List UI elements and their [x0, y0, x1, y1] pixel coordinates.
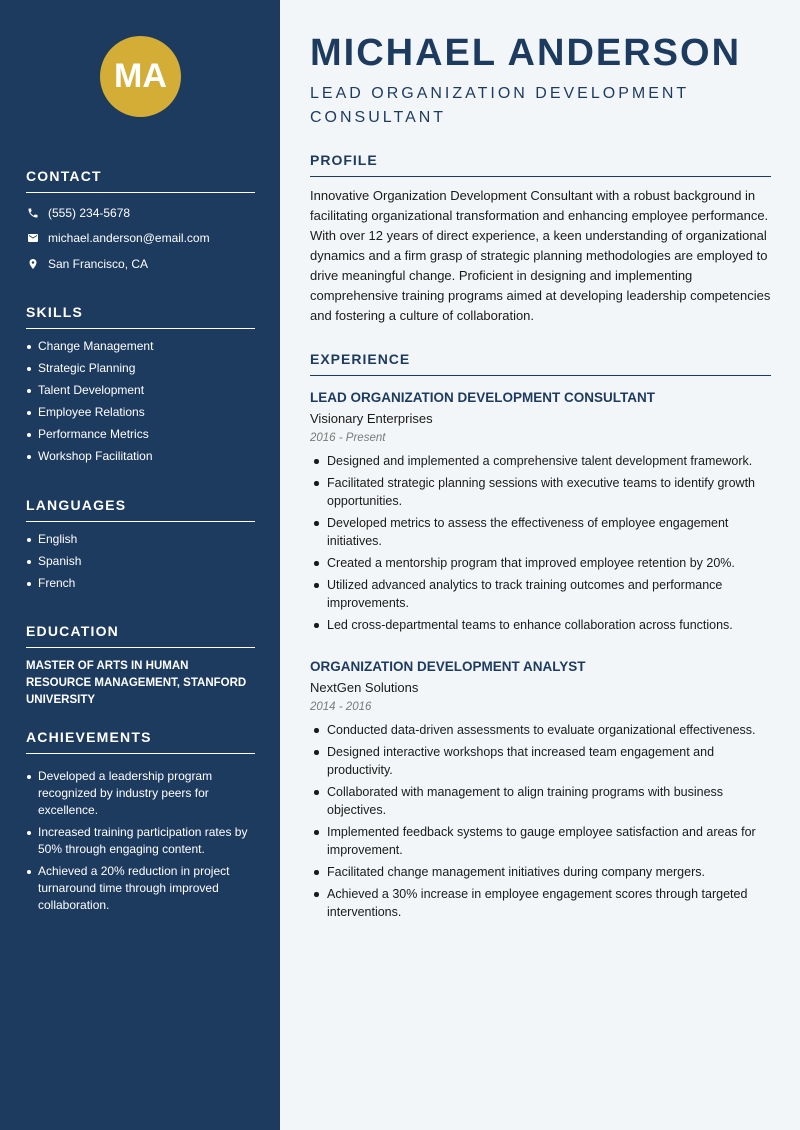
- experience-heading: EXPERIENCE: [310, 351, 771, 376]
- job-bullet: Designed and implemented a comprehensive talent development framework.: [310, 452, 771, 470]
- job-bullets: [310, 721, 771, 921]
- education-degree: MASTER OF ARTS IN HUMAN RESOURCE MANAGEMENT, STANFORD UNIVERSITY: [26, 660, 247, 706]
- contact-phone: [26, 200, 255, 226]
- achievement-item: Achieved a 20% reduction in project turnaround time through improved collaboration.: [26, 863, 255, 914]
- job-bullets: [310, 452, 771, 634]
- education-heading: EDUCATION: [26, 623, 255, 648]
- sidebar: [0, 0, 280, 1130]
- skill-item: Performance Metrics: [26, 426, 255, 443]
- contact-section: [26, 168, 255, 277]
- experience-section: [310, 351, 771, 376]
- achievements-heading: ACHIEVEMENTS: [26, 729, 255, 754]
- language-item: French: [26, 575, 255, 592]
- achievement-item: Increased training participation rates by 50% through engaging content.: [26, 824, 255, 858]
- job-dates: 2016 - Present: [310, 432, 386, 444]
- email-icon: [26, 231, 40, 245]
- skill-item: Strategic Planning: [26, 360, 255, 377]
- job-bullet: Achieved a 30% increase in employee engagement scores through targeted interventions.: [310, 885, 771, 921]
- skills-heading: SKILLS: [26, 304, 255, 329]
- job-bullet: Led cross-departmental teams to enhance collaboration across functions.: [310, 616, 771, 634]
- skills-section: [26, 304, 255, 470]
- job-bullet: Collaborated with management to align training programs with business objectives.: [310, 783, 771, 819]
- contact-email-text: michael.anderson@email.com: [48, 231, 210, 246]
- job-company: NextGen Solutions: [310, 680, 419, 695]
- job-bullet: Conducted data-driven assessments to evaluate organizational effectiveness.: [310, 721, 771, 739]
- job-bullet: Implemented feedback systems to gauge employee satisfaction and areas for improvement.: [310, 823, 771, 859]
- contact-location-text: San Francisco, CA: [48, 256, 149, 271]
- achievement-item: Developed a leadership program recognized by industry peers for excellence.: [26, 768, 255, 819]
- contact-email: [26, 226, 255, 252]
- skill-item: Change Management: [26, 338, 255, 355]
- avatar: MA: [100, 36, 181, 117]
- profile-heading: PROFILE: [310, 152, 771, 177]
- phone-icon: [26, 206, 40, 220]
- job-bullet: Created a mentorship program that improved employee retention by 20%.: [310, 554, 771, 572]
- language-item: English: [26, 531, 255, 548]
- languages-list: [26, 531, 255, 592]
- job-title: ORGANIZATION DEVELOPMENT ANALYST: [310, 659, 586, 674]
- skill-item: Workshop Facilitation: [26, 448, 255, 465]
- job-entry: [310, 390, 771, 638]
- profile-section: [310, 152, 771, 326]
- job-entry: [310, 659, 771, 925]
- skill-item: Employee Relations: [26, 404, 255, 421]
- profile-text: Innovative Organization Development Consultant with a robust background in facilitating organizational transformation and enhancing employee performance. With over 12 years of direct experience, a keen understanding of organizational dynamics and a firm grasp of strategic planning methodologies are employed to drive meaningful change. Proficient in designing and implementing comprehensive training programs aimed at developing leadership competencies and fostering a culture of collaboration.: [310, 188, 771, 323]
- education-section: [26, 623, 255, 709]
- job-bullet: Designed interactive workshops that increased team engagement and productivity.: [310, 743, 771, 779]
- achievements-list: [26, 768, 255, 914]
- job-title: LEAD ORGANIZATION DEVELOPMENT CONSULTANT: [310, 390, 655, 405]
- job-bullet: Developed metrics to assess the effectiveness of employee engagement initiatives.: [310, 514, 771, 550]
- skills-list: [26, 338, 255, 465]
- job-bullet: Facilitated change management initiatives during company mergers.: [310, 863, 771, 881]
- job-dates: 2014 - 2016: [310, 701, 372, 713]
- job-bullet: Utilized advanced analytics to track training outcomes and performance improvements.: [310, 576, 771, 612]
- contact-phone-text: (555) 234-5678: [48, 205, 131, 220]
- job-bullet: Facilitated strategic planning sessions with executive teams to identify growth opportunities.: [310, 474, 771, 510]
- language-item: Spanish: [26, 553, 255, 570]
- skill-item: Talent Development: [26, 382, 255, 399]
- candidate-role: LEAD ORGANIZATION DEVELOPMENT CONSULTANT: [310, 85, 689, 126]
- achievements-section: [26, 729, 255, 919]
- contact-location: [26, 251, 255, 277]
- job-company: Visionary Enterprises: [310, 411, 433, 426]
- candidate-name: MICHAEL ANDERSON: [310, 32, 742, 74]
- languages-heading: LANGUAGES: [26, 497, 255, 522]
- contact-heading: CONTACT: [26, 168, 255, 193]
- location-pin-icon: [26, 257, 40, 271]
- languages-section: [26, 497, 255, 597]
